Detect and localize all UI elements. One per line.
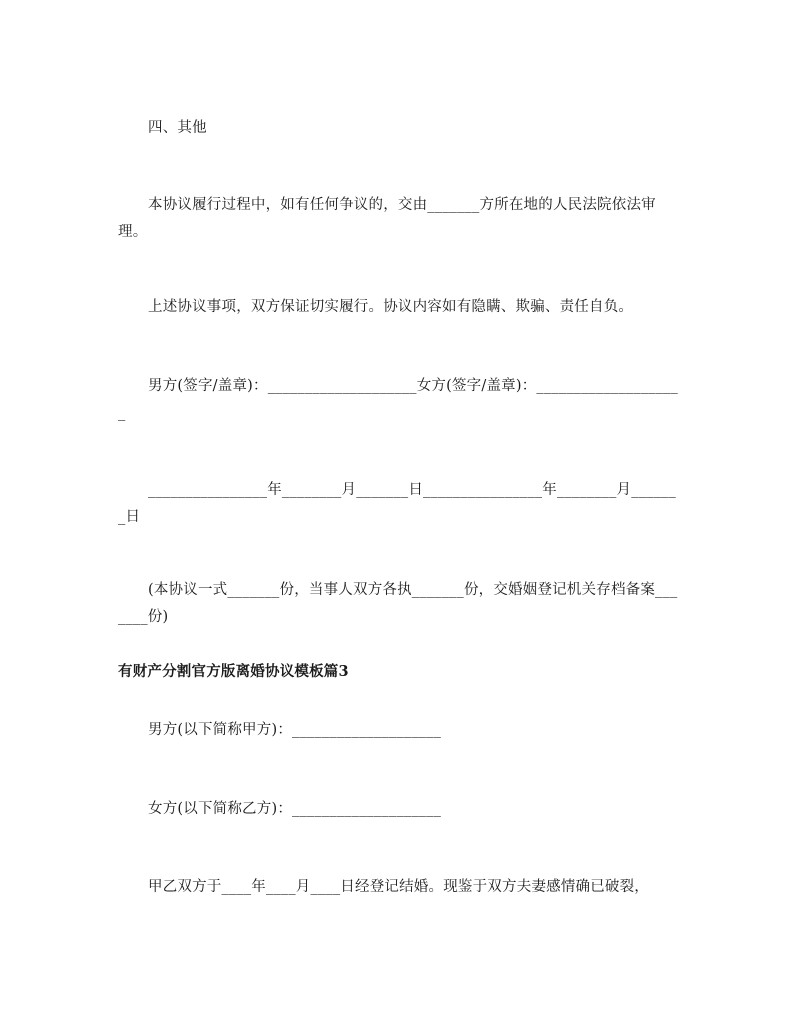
paragraph-marriage-registration: 甲乙双方于____年____月____日经登记结婚。现鉴于双方夫妻感情确已破裂， — [148, 879, 649, 895]
paragraph-guarantee: 上述协议事项，双方保证切实履行。协议内容如有隐瞒、欺骗、责任自负。 — [148, 299, 634, 315]
paragraph-copies: (本协议一式_______份，当事人双方各执_______份，交婚姻登记机关存档备案_______份) — [118, 582, 678, 625]
section-heading-other: 四、其他 — [148, 120, 207, 136]
paragraph-signatures: 男方(签字/盖章)：____________________女方(签字/盖章)：____________________ — [118, 378, 678, 421]
title-template-part3: 有财产分割官方版离婚协议模板篇3 — [118, 663, 349, 680]
paragraph-female-party: 女方(以下简称乙方)：____________________ — [148, 801, 442, 817]
paragraph-signing-dates: ________________年________月_______日________________年________月_______日 — [118, 482, 676, 525]
paragraph-dispute-resolution: 本协议履行过程中，如有任何争议的，交由_______方所在地的人民法院依法审理。 — [118, 197, 656, 240]
paragraph-male-party: 男方(以下简称甲方)：____________________ — [148, 722, 442, 738]
